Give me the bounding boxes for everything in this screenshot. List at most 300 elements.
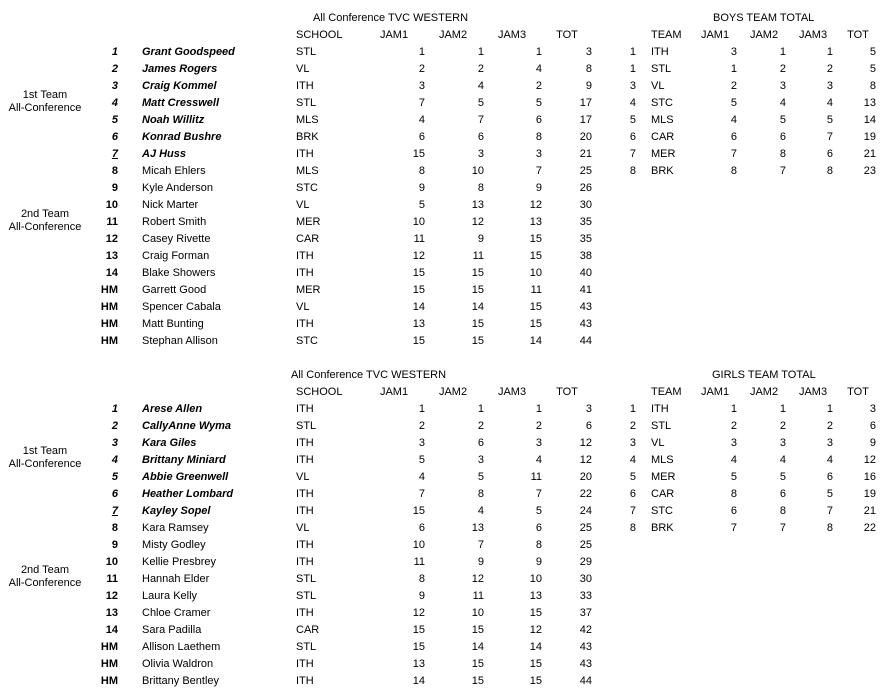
- header-jam3: JAM3: [497, 386, 527, 398]
- athlete-name: Hannah Elder: [142, 573, 210, 585]
- athlete-total: 3: [585, 46, 592, 58]
- athlete-school: BRK: [296, 131, 319, 143]
- athlete-school: STL: [296, 573, 317, 585]
- team-jam3: 7: [826, 131, 833, 143]
- athlete-jam2: 10: [471, 607, 484, 619]
- athlete-jam2: 6: [477, 437, 484, 449]
- athlete-jam1: 12: [412, 607, 425, 619]
- team-name: CAR: [651, 131, 675, 143]
- athlete-jam3: 1: [535, 46, 542, 58]
- athlete-name: Blake Showers: [142, 267, 216, 279]
- athlete-school: VL: [296, 471, 310, 483]
- team-total: 21: [863, 148, 876, 160]
- athlete-jam1: 15: [412, 624, 425, 636]
- athlete-jam1: 9: [418, 182, 425, 194]
- athlete-school: ITH: [296, 488, 314, 500]
- team-jam2: 8: [779, 505, 786, 517]
- athlete-jam1: 4: [418, 471, 425, 483]
- first-team-label: 1st Team: [22, 89, 68, 101]
- team-name: ITH: [651, 46, 669, 58]
- second-team-label: 2nd Team: [20, 208, 70, 220]
- boys-table-title: All Conference TVC WESTERN: [313, 12, 469, 24]
- athlete-jam1: 15: [412, 284, 425, 296]
- athlete-jam1: 2: [418, 63, 425, 75]
- athlete-school: VL: [296, 199, 310, 211]
- athlete-jam1: 3: [418, 437, 425, 449]
- team-place: 8: [629, 165, 636, 177]
- athlete-jam1: 8: [418, 165, 425, 177]
- team-jam2: 5: [779, 114, 786, 126]
- athlete-total: 44: [579, 675, 592, 687]
- athlete-school: ITH: [296, 148, 314, 160]
- team-total: 5: [869, 46, 876, 58]
- team-total: 21: [863, 505, 876, 517]
- header-school: SCHOOL: [296, 29, 343, 41]
- team-jam1: 4: [730, 114, 737, 126]
- second-team-sublabel: All-Conference: [8, 577, 82, 589]
- athlete-school: ITH: [296, 505, 314, 517]
- team-jam1: 1: [730, 63, 737, 75]
- athlete-name: Kellie Presbrey: [142, 556, 216, 568]
- athlete-rank: HM: [100, 335, 118, 347]
- team-place: 6: [629, 488, 636, 500]
- team-jam3: 3: [826, 80, 833, 92]
- athlete-jam2: 2: [477, 420, 484, 432]
- team-header-jam2: JAM2: [749, 386, 779, 398]
- team-total: 23: [863, 165, 876, 177]
- athlete-jam2: 3: [477, 148, 484, 160]
- athlete-jam1: 5: [418, 454, 425, 466]
- athlete-jam2: 15: [471, 624, 484, 636]
- team-jam1: 6: [730, 505, 737, 517]
- athlete-total: 20: [579, 131, 592, 143]
- header-jam2: JAM2: [438, 29, 468, 41]
- athlete-school: ITH: [296, 403, 314, 415]
- team-jam2: 8: [779, 148, 786, 160]
- team-jam2: 3: [779, 80, 786, 92]
- athlete-school: MLS: [296, 114, 319, 126]
- athlete-name: Laura Kelly: [142, 590, 198, 602]
- athlete-total: 41: [579, 284, 592, 296]
- athlete-total: 33: [579, 590, 592, 602]
- athlete-name: Noah Willitz: [142, 114, 205, 126]
- athlete-rank: 1: [111, 46, 118, 58]
- athlete-jam1: 1: [418, 403, 425, 415]
- team-header-jam2: JAM2: [749, 29, 779, 41]
- athlete-jam3: 13: [529, 590, 542, 602]
- athlete-rank: 14: [105, 267, 118, 279]
- athlete-jam3: 10: [529, 267, 542, 279]
- team-jam3: 4: [826, 97, 833, 109]
- team-place: 4: [629, 454, 636, 466]
- athlete-jam3: 15: [529, 675, 542, 687]
- athlete-rank: 5: [111, 471, 118, 483]
- athlete-jam3: 12: [529, 199, 542, 211]
- athlete-total: 37: [579, 607, 592, 619]
- athlete-name: Matt Bunting: [142, 318, 204, 330]
- athlete-jam1: 11: [413, 556, 425, 568]
- team-header-tot: TOT: [847, 29, 869, 41]
- athlete-jam1: 5: [418, 199, 425, 211]
- team-jam2: 1: [779, 46, 786, 58]
- athlete-jam2: 8: [477, 488, 484, 500]
- athlete-jam2: 3: [477, 454, 484, 466]
- athlete-jam3: 7: [535, 488, 542, 500]
- athlete-total: 17: [579, 114, 592, 126]
- athlete-jam3: 15: [529, 318, 542, 330]
- team-total: 19: [863, 131, 876, 143]
- header-jam3: JAM3: [497, 29, 527, 41]
- team-jam3: 6: [826, 471, 833, 483]
- athlete-name: Craig Kommel: [142, 80, 217, 92]
- team-jam1: 2: [730, 420, 737, 432]
- athlete-rank: 1: [111, 403, 118, 415]
- athlete-name: Stephan Allison: [142, 335, 218, 347]
- team-header-jam1: JAM1: [700, 386, 730, 398]
- athlete-jam2: 10: [471, 165, 484, 177]
- athlete-school: ITH: [296, 539, 314, 551]
- athlete-rank: 9: [111, 182, 118, 194]
- athlete-jam2: 7: [477, 539, 484, 551]
- athlete-rank: 7: [111, 148, 118, 160]
- athlete-jam2: 11: [472, 250, 484, 262]
- athlete-jam2: 15: [471, 318, 484, 330]
- athlete-jam1: 7: [418, 97, 425, 109]
- athlete-jam1: 15: [412, 267, 425, 279]
- team-place: 3: [629, 437, 636, 449]
- team-place: 7: [629, 505, 636, 517]
- athlete-jam3: 12: [529, 624, 542, 636]
- athlete-jam3: 2: [535, 420, 542, 432]
- athlete-jam2: 5: [477, 97, 484, 109]
- team-jam2: 1: [779, 403, 786, 415]
- athlete-jam2: 14: [471, 301, 484, 313]
- athlete-jam1: 10: [412, 539, 425, 551]
- athlete-jam2: 1: [477, 46, 484, 58]
- team-name: VL: [651, 437, 665, 449]
- team-jam1: 5: [730, 97, 737, 109]
- athlete-jam3: 15: [529, 658, 542, 670]
- team-name: CAR: [651, 488, 675, 500]
- athlete-jam3: 9: [535, 182, 542, 194]
- team-jam3: 2: [826, 420, 833, 432]
- athlete-name: Kara Ramsey: [142, 522, 209, 534]
- team-jam3: 6: [826, 148, 833, 160]
- athlete-rank: 8: [111, 165, 118, 177]
- athlete-school: ITH: [296, 80, 314, 92]
- team-jam1: 3: [730, 437, 737, 449]
- athlete-jam2: 13: [471, 522, 484, 534]
- athlete-school: MER: [296, 284, 321, 296]
- team-place: 3: [629, 80, 636, 92]
- athlete-total: 44: [579, 335, 592, 347]
- girls-team-title: GIRLS TEAM TOTAL: [712, 369, 816, 381]
- header-jam1: JAM1: [379, 29, 409, 41]
- athlete-name: Olivia Waldron: [142, 658, 214, 670]
- athlete-school: VL: [296, 522, 310, 534]
- athlete-rank: 2: [111, 420, 118, 432]
- athlete-name: Abbie Greenwell: [142, 471, 229, 483]
- athlete-jam1: 13: [412, 658, 425, 670]
- team-jam3: 8: [826, 165, 833, 177]
- team-jam2: 7: [779, 165, 786, 177]
- athlete-rank: 10: [105, 199, 118, 211]
- athlete-name: Chloe Cramer: [142, 607, 211, 619]
- team-name: MER: [651, 471, 676, 483]
- athlete-jam2: 11: [472, 590, 484, 602]
- athlete-school: STL: [296, 641, 317, 653]
- athlete-school: MLS: [296, 165, 319, 177]
- team-jam3: 1: [826, 403, 833, 415]
- athlete-jam2: 4: [477, 505, 484, 517]
- athlete-jam2: 5: [477, 471, 484, 483]
- team-name: STC: [651, 505, 673, 517]
- header-school: SCHOOL: [296, 386, 343, 398]
- athlete-school: MER: [296, 216, 321, 228]
- athlete-school: ITH: [296, 607, 314, 619]
- athlete-jam2: 6: [477, 131, 484, 143]
- athlete-school: STL: [296, 97, 317, 109]
- header-jam1: JAM1: [379, 386, 409, 398]
- athlete-name: Arese Allen: [142, 403, 203, 415]
- team-total: 9: [869, 437, 876, 449]
- athlete-total: 29: [579, 556, 592, 568]
- athlete-total: 17: [579, 97, 592, 109]
- athlete-jam1: 1: [418, 46, 425, 58]
- athlete-total: 30: [579, 573, 592, 585]
- athlete-total: 8: [585, 63, 592, 75]
- team-jam1: 8: [730, 165, 737, 177]
- athlete-rank: 10: [105, 556, 118, 568]
- athlete-name: Robert Smith: [142, 216, 207, 228]
- athlete-school: ITH: [296, 250, 314, 262]
- team-jam3: 5: [826, 488, 833, 500]
- athlete-name: Sara Padilla: [142, 624, 202, 636]
- team-name: STL: [651, 63, 672, 75]
- athlete-name: AJ Huss: [142, 148, 187, 160]
- team-place: 1: [629, 63, 636, 75]
- team-total: 16: [863, 471, 876, 483]
- team-jam1: 5: [730, 471, 737, 483]
- team-jam1: 3: [730, 46, 737, 58]
- athlete-name: Kara Giles: [142, 437, 197, 449]
- athlete-total: 25: [579, 522, 592, 534]
- athlete-rank: HM: [100, 641, 118, 653]
- athlete-jam3: 1: [535, 403, 542, 415]
- athlete-jam2: 4: [477, 80, 484, 92]
- athlete-rank: HM: [100, 675, 118, 687]
- athlete-total: 20: [579, 471, 592, 483]
- team-jam3: 4: [826, 454, 833, 466]
- team-header-jam3: JAM3: [798, 29, 828, 41]
- second-team-label: 2nd Team: [20, 564, 70, 576]
- athlete-total: 26: [579, 182, 592, 194]
- athlete-rank: HM: [100, 318, 118, 330]
- athlete-name: CallyAnne Wyma: [142, 420, 232, 432]
- athlete-jam1: 12: [412, 250, 425, 262]
- athlete-rank: 6: [111, 131, 118, 143]
- team-jam2: 6: [779, 488, 786, 500]
- team-jam1: 4: [730, 454, 737, 466]
- team-header-jam3: JAM3: [798, 386, 828, 398]
- athlete-rank: 5: [111, 114, 118, 126]
- athlete-school: STL: [296, 590, 317, 602]
- athlete-jam3: 15: [529, 250, 542, 262]
- first-team-sublabel: All-Conference: [8, 102, 82, 114]
- athlete-school: ITH: [296, 267, 314, 279]
- athlete-jam2: 2: [477, 63, 484, 75]
- team-name: STC: [651, 97, 673, 109]
- athlete-jam2: 1: [477, 403, 484, 415]
- athlete-rank: 14: [105, 624, 118, 636]
- athlete-total: 6: [585, 420, 592, 432]
- first-team-sublabel: All-Conference: [8, 458, 82, 470]
- athlete-total: 43: [579, 301, 592, 313]
- team-place: 8: [629, 522, 636, 534]
- team-header-jam1: JAM1: [700, 29, 730, 41]
- athlete-jam1: 7: [418, 488, 425, 500]
- athlete-jam3: 14: [529, 641, 542, 653]
- athlete-jam1: 6: [418, 131, 425, 143]
- athlete-jam3: 5: [535, 505, 542, 517]
- first-team-label: 1st Team: [22, 445, 68, 457]
- team-jam3: 5: [826, 114, 833, 126]
- athlete-school: VL: [296, 301, 310, 313]
- team-total: 3: [869, 403, 876, 415]
- team-place: 2: [629, 420, 636, 432]
- team-name: ITH: [651, 403, 669, 415]
- athlete-jam2: 8: [477, 182, 484, 194]
- athlete-jam2: 15: [471, 335, 484, 347]
- athlete-name: Micah Ehlers: [142, 165, 206, 177]
- team-jam2: 2: [779, 420, 786, 432]
- header-tot: TOT: [556, 29, 578, 41]
- athlete-rank: 11: [106, 573, 118, 585]
- team-header-team: TEAM: [651, 386, 682, 398]
- athlete-total: 38: [579, 250, 592, 262]
- team-name: MER: [651, 148, 676, 160]
- athlete-school: STC: [296, 335, 318, 347]
- athlete-jam3: 14: [529, 335, 542, 347]
- team-name: STL: [651, 420, 672, 432]
- athlete-jam1: 4: [418, 114, 425, 126]
- athlete-rank: 7: [111, 505, 118, 517]
- team-total: 22: [863, 522, 876, 534]
- athlete-total: 12: [579, 437, 592, 449]
- athlete-name: Grant Goodspeed: [142, 46, 235, 58]
- team-name: BRK: [651, 165, 674, 177]
- athlete-total: 3: [585, 403, 592, 415]
- athlete-jam3: 15: [529, 233, 542, 245]
- team-jam1: 1: [730, 403, 737, 415]
- athlete-jam3: 13: [529, 216, 542, 228]
- girls-table-title: All Conference TVC WESTERN: [291, 369, 447, 381]
- team-place: 1: [629, 403, 636, 415]
- second-team-sublabel: All-Conference: [8, 221, 82, 233]
- athlete-jam1: 15: [412, 335, 425, 347]
- athlete-jam3: 4: [535, 63, 542, 75]
- athlete-jam3: 15: [529, 607, 542, 619]
- athlete-rank: 11: [106, 216, 118, 228]
- athlete-total: 35: [579, 233, 592, 245]
- athlete-jam1: 15: [412, 641, 425, 653]
- athlete-jam1: 9: [418, 590, 425, 602]
- team-total: 6: [869, 420, 876, 432]
- athlete-jam3: 8: [535, 539, 542, 551]
- athlete-rank: 4: [111, 454, 118, 466]
- athlete-school: ITH: [296, 556, 314, 568]
- athlete-rank: 12: [105, 590, 118, 602]
- team-jam2: 4: [779, 454, 786, 466]
- team-jam2: 7: [779, 522, 786, 534]
- athlete-name: Konrad Bushre: [142, 131, 222, 143]
- team-jam3: 1: [826, 46, 833, 58]
- athlete-rank: 8: [111, 522, 118, 534]
- team-place: 4: [629, 97, 636, 109]
- team-total: 14: [863, 114, 876, 126]
- team-jam1: 6: [730, 131, 737, 143]
- athlete-jam3: 10: [529, 573, 542, 585]
- athlete-name: Craig Forman: [142, 250, 210, 262]
- boys-team-title: BOYS TEAM TOTAL: [713, 12, 815, 24]
- team-jam3: 3: [826, 437, 833, 449]
- athlete-jam1: 2: [418, 420, 425, 432]
- athlete-name: Matt Cresswell: [142, 97, 220, 109]
- athlete-school: VL: [296, 63, 310, 75]
- athlete-total: 9: [585, 80, 592, 92]
- team-jam2: 3: [779, 437, 786, 449]
- athlete-name: Nick Marter: [142, 199, 199, 211]
- athlete-school: ITH: [296, 437, 314, 449]
- team-name: MLS: [651, 454, 674, 466]
- athlete-total: 43: [579, 658, 592, 670]
- team-jam2: 2: [779, 63, 786, 75]
- athlete-total: 25: [579, 539, 592, 551]
- team-total: 5: [869, 63, 876, 75]
- athlete-school: ITH: [296, 318, 314, 330]
- athlete-total: 22: [579, 488, 592, 500]
- athlete-total: 24: [579, 505, 592, 517]
- athlete-rank: 13: [105, 607, 118, 619]
- team-header-team: TEAM: [651, 29, 682, 41]
- athlete-rank: HM: [100, 284, 118, 296]
- athlete-jam2: 15: [471, 675, 484, 687]
- athlete-total: 25: [579, 165, 592, 177]
- athlete-jam3: 7: [535, 165, 542, 177]
- athlete-jam2: 15: [471, 658, 484, 670]
- team-jam1: 7: [730, 148, 737, 160]
- athlete-jam3: 11: [530, 471, 542, 483]
- athlete-rank: 2: [111, 63, 118, 75]
- team-place: 1: [629, 46, 636, 58]
- athlete-jam3: 4: [535, 454, 542, 466]
- athlete-rank: 4: [111, 97, 118, 109]
- athlete-school: ITH: [296, 675, 314, 687]
- team-total: 12: [863, 454, 876, 466]
- team-jam1: 2: [730, 80, 737, 92]
- athlete-jam1: 11: [413, 233, 425, 245]
- athlete-name: Kyle Anderson: [142, 182, 213, 194]
- athlete-rank: HM: [100, 658, 118, 670]
- athlete-jam1: 14: [412, 675, 425, 687]
- athlete-jam2: 7: [477, 114, 484, 126]
- athlete-school: CAR: [296, 233, 320, 245]
- athlete-school: STL: [296, 420, 317, 432]
- athlete-jam2: 13: [471, 199, 484, 211]
- athlete-jam3: 9: [535, 556, 542, 568]
- athlete-jam3: 3: [535, 148, 542, 160]
- team-jam2: 5: [779, 471, 786, 483]
